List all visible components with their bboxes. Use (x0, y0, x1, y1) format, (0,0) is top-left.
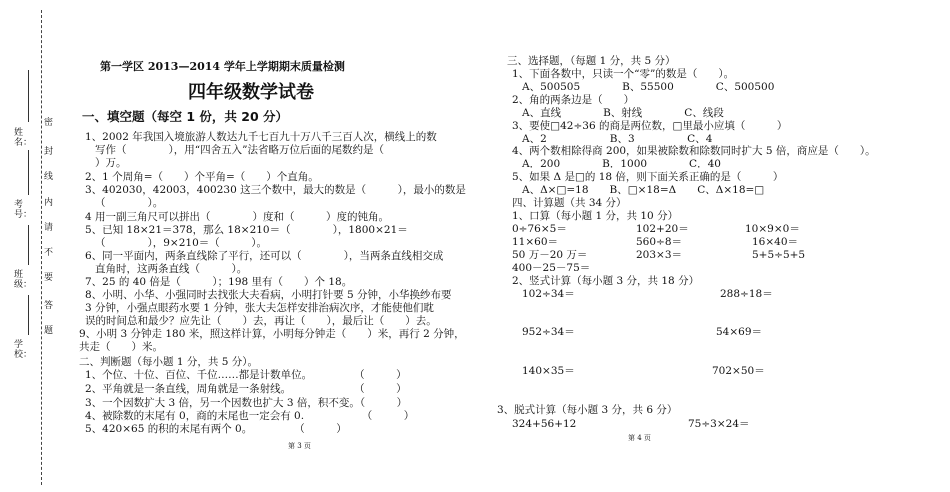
choice-3-options: A、2 B、3 C、4 (522, 133, 713, 145)
vertical-calc-item: 140×35＝ (522, 365, 575, 377)
name-blank[interactable] (28, 70, 29, 122)
question-8-line2: 3 分钟，小强点眼药水要 1 分钟，张大夫怎样安排治病次序，才能使他们耽 (85, 302, 434, 314)
exam-title: 第一学区 2013—2014 学年上学期期末质量检测 (100, 60, 345, 73)
vertical-calc-item: 288÷18＝ (720, 288, 773, 300)
class-label: 班级： (14, 270, 33, 290)
question-1-line2: 写作（ ），用“四舍五入”法省略万位后面的尾数约是（ (95, 144, 384, 156)
question-1-line3: ）万。 (95, 157, 127, 169)
section3-title: 三、选择题，（每题 1 分，共 5 分） (507, 55, 676, 67)
stepwise-calc-item: 75÷3×24＝ (688, 418, 750, 430)
seal-char: 答 (44, 301, 54, 311)
vertical-calc-item: 702×50＝ (712, 365, 765, 377)
judge-2: 2、平角就是一条直线，周角就是一条射线。 （ ） (85, 383, 407, 395)
oral-calc-item: 0÷76×5＝ (512, 223, 567, 235)
binding-dashed-line (41, 10, 42, 485)
oral-calc-item: 560÷8＝ (636, 236, 683, 248)
judge-1: 1、个位、十位、百位、千位……都是计数单位。 （ ） (85, 369, 407, 381)
page-number-left: 第 3 页 (288, 442, 311, 450)
question-5-line1: 5、已知 18×21＝378，那么 18×210＝（ ），1800×21＝ (85, 224, 408, 236)
question-8-line3: 误的时间总和最少？应先让（ ）去，再让（ ），最后让（ ）去。 (85, 315, 437, 327)
choice-5-options: A、Δ×□=18 B、□×18=Δ C、Δ×18=□ (522, 184, 765, 196)
question-9-line1: 9、小明 3 分钟走 180 米，照这样计算，小明每分钟走（ ）米，再行 2 分钟， (79, 328, 465, 340)
question-8-line1: 8、小明、小华、小强同时去找张大夫看病，小明打针要 5 分钟，小华换纱布要 (85, 289, 452, 301)
section1-title: 一、填空题（每空 1 份，共 20 分） (82, 109, 289, 124)
vertical-calc-item: 54×69＝ (716, 326, 763, 338)
question-3-line1: 3、402030，42003，400230 这三个数中，最大的数是（ ），最小的数是 (85, 184, 466, 196)
exam-number-blank[interactable] (28, 150, 29, 195)
page-number-right: 第 4 页 (628, 434, 651, 442)
stepwise-calc-title: 3、脱式计算（每小题 3 分，共 6 分） (497, 404, 678, 416)
choice-1: 1、下面各数中，只读一个“零”的数是（ ）。 (512, 68, 735, 80)
seal-char: 封 (44, 147, 54, 157)
school-blank[interactable] (28, 295, 29, 335)
vertical-calc-title: 2、竖式计算（每小题 3 分，共 18 分） (512, 275, 700, 287)
seal-char: 要 (44, 273, 54, 283)
section2-title: 二、判断题（每小题 1 分，共 5 分）。 (79, 356, 258, 368)
oral-calc-item: 50 万－20 万＝ (512, 249, 588, 261)
vertical-calc-item: 102÷34＝ (522, 288, 575, 300)
class-blank[interactable] (28, 225, 29, 265)
oral-calc-item: 10×9×0＝ (745, 223, 800, 235)
question-1-line1: 1、2002 年我国入境旅游人数达九千七百九十万八千三百人次，横线上的数 (85, 131, 437, 143)
seal-char: 密 (44, 118, 54, 128)
question-4: 4 用一副三角尺可以拼出（ ）度和（ ）度的钝角。 (85, 211, 390, 223)
question-6-line2: 直角时，这两条直线（ ）。 (95, 263, 248, 275)
section4-title: 四、计算题（共 34 分） (512, 197, 627, 209)
question-2: 2、1 个周角=（ ）个平角=（ ）个直角。 (85, 171, 319, 183)
judge-4: 4、被除数的末尾有 0，商的末尾也一定会有 0. （ ） (85, 410, 415, 422)
oral-calc-title: 1、口算（每小题 1 分，共 10 分） (512, 210, 679, 222)
choice-2-options: A、直线 B、射线 C、线段 (522, 107, 724, 119)
seal-char: 线 (44, 172, 54, 182)
choice-3: 3、要使□42÷36 的商是两位数，□里最小应填（ ） (512, 120, 788, 132)
seal-char: 题 (44, 326, 54, 336)
choice-4-options: A．200 B．1000 C．40 (522, 158, 721, 170)
oral-calc-item: 102+20＝ (636, 223, 689, 235)
question-3-line2: （ ）。 (95, 197, 164, 209)
oral-calc-item: 5+5÷5+5 (752, 249, 806, 261)
oral-calc-item: 16×40＝ (752, 236, 799, 248)
exam-number-label: 考号： (14, 200, 33, 220)
choice-1-options: A、500505 B、55500 C、500500 (522, 81, 775, 93)
stepwise-calc-item: 324+56+12 (512, 418, 577, 430)
choice-2: 2、角的两条边是（ ） (512, 94, 635, 106)
paper-title: 四年级数学试卷 (188, 82, 314, 103)
name-label: 姓名： (14, 128, 33, 148)
judge-3: 3、一个因数扩大 3 倍，另一个因数也扩大 3 倍，积不变。（ ） (85, 397, 408, 409)
seal-char: 不 (44, 248, 54, 258)
question-7: 7、25 的 40 倍是（ ）；198 里有（ ）个 18。 (85, 276, 353, 288)
seal-char: 请 (44, 223, 54, 233)
question-5-line2: （ ），9×210＝（ ）。 (95, 237, 268, 249)
judge-5: 5、420×65 的积的末尾有两个 0。 （ ） (85, 423, 347, 435)
question-6-line1: 6、同一平面内，两条直线除了平行，还可以（ ），当两条直线相交成 (85, 250, 444, 262)
seal-char: 内 (44, 198, 54, 208)
choice-4: 4、两个数相除得商 200，如果被除数和除数同时扩大 5 倍，商应是（ ）。 (512, 145, 876, 157)
oral-calc-item: 11×60＝ (512, 236, 559, 248)
choice-5: 5、如果 Δ 是□的 18 倍，则下面关系正确的是（ ） (512, 171, 784, 183)
oral-calc-item: 203×3＝ (636, 249, 683, 261)
vertical-calc-item: 952÷34＝ (522, 326, 575, 338)
school-label: 学校： (14, 340, 33, 360)
question-9-line2: 共走（ ）米。 (79, 341, 163, 353)
oral-calc-item: 400－25－75＝ (512, 262, 591, 274)
